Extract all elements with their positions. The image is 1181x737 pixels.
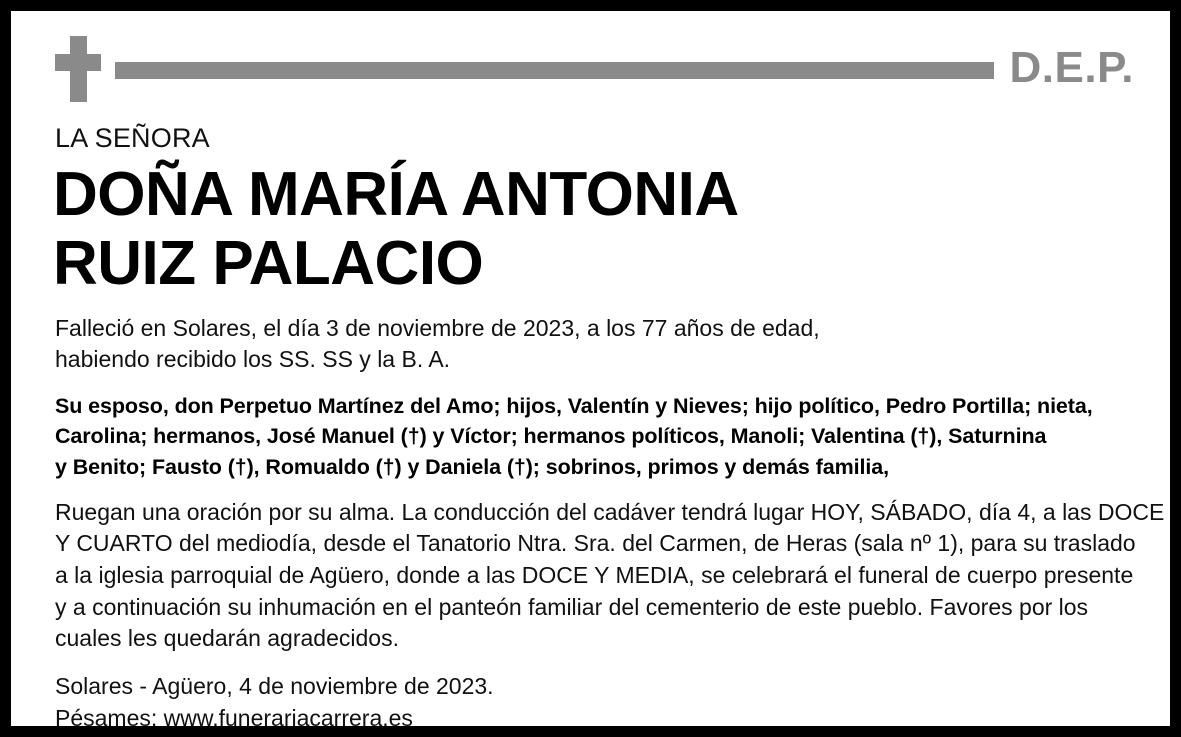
announcement-line: y a continuación su inhumación en el panteón familiar del cementerio de este pueblo. Favores por los bbox=[55, 593, 1089, 620]
announcement-line: cuales les quedarán agradecidos. bbox=[55, 625, 399, 652]
family-list-line: Carolina; hermanos, José Manuel (†) y Víctor; hermanos políticos, Manoli; Valentina (†), Saturnina bbox=[55, 424, 1047, 449]
honorific-label: LA SEÑORA bbox=[55, 123, 210, 153]
frame-border-top bbox=[0, 0, 1181, 11]
funeral-announcement bbox=[55, 497, 1165, 656]
condolences-website[interactable]: Pésames: www.funerariacarrera.es bbox=[55, 704, 413, 731]
header-band bbox=[55, 33, 1134, 105]
header-divider-rule bbox=[115, 62, 994, 79]
family-list-line: Su esposo, don Perpetuo Martínez del Amo; hijos, Valentín y Nieves; hijo político, Pedro Portilla; nieta, bbox=[55, 393, 1093, 418]
deceased-name bbox=[53, 160, 1134, 299]
announcement-line: Ruegan una oración por su alma. La conducción del cadáver tendrá lugar HOY, SÁBADO, día 4, a las DOCE bbox=[55, 498, 1165, 525]
deceased-name-line: DOÑA MARÍA ANTONIA bbox=[53, 160, 739, 229]
death-info-line: habiendo recibido los SS. SS y la B. A. bbox=[55, 345, 451, 372]
closing-location-date: Solares - Agüero, 4 de noviembre de 2023. bbox=[55, 673, 494, 700]
announcement-line: Y CUARTO del mediodía, desde el Tanatorio Ntra. Sra. del Carmen, de Heras (sala nº 1), para su traslado bbox=[55, 530, 1136, 557]
death-info-line: Falleció en Solares, el día 3 de noviembre de 2023, a los 77 años de edad, bbox=[55, 314, 820, 341]
cross-icon bbox=[55, 36, 101, 102]
death-info bbox=[55, 313, 1134, 375]
closing-info bbox=[55, 671, 1134, 734]
frame-border-right bbox=[1170, 0, 1181, 737]
announcement-line: a la iglesia parroquial de Agüero, donde a las DOCE Y MEDIA, se celebrará el funeral de cuerpo presente bbox=[55, 561, 1134, 588]
deceased-name-line: RUIZ PALACIO bbox=[53, 229, 484, 299]
family-list bbox=[55, 391, 1134, 483]
frame-border-left bbox=[0, 0, 11, 737]
family-list-line: y Benito; Fausto (†), Romualdo (†) y Daniela (†); sobrinos, primos y demás familia, bbox=[55, 455, 889, 479]
notice-content bbox=[11, 11, 1170, 731]
dep-label: D.E.P. bbox=[1009, 43, 1134, 92]
